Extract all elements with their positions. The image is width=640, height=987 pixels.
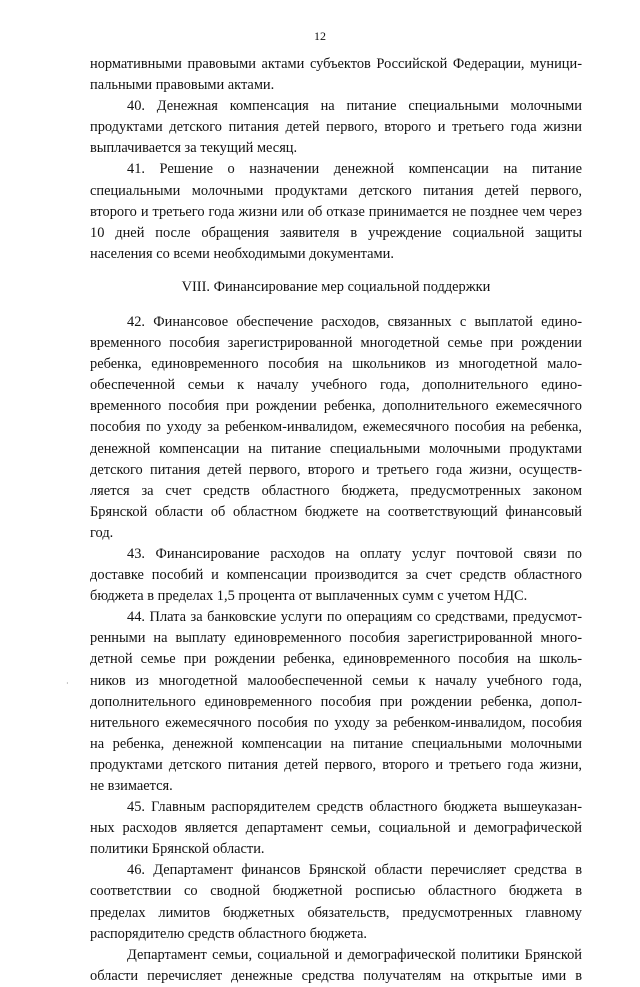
page-number: 12 <box>314 29 326 43</box>
paragraph-para-44 <box>90 607 582 797</box>
text-line: продуктами детского питания детей первого, второго и третьего года жизни, <box>90 756 582 773</box>
text-line: пальными правовыми актами. <box>90 77 275 94</box>
paragraph-para-40 <box>90 96 582 159</box>
text-line: 40. Денежная компенсация на питание специальными молочными <box>127 98 582 115</box>
text-line: дополнительного единовременного пособия при рождении ребенка, допол- <box>90 693 582 710</box>
text-line: нормативными правовыми актами субъектов Российской Федерации, муници- <box>90 56 582 72</box>
page-body <box>90 54 582 987</box>
text-line: пособия по уходу за ребенком-инвалидом, ежемесячного пособия на ребенка, <box>90 419 582 436</box>
paragraph-para-cont <box>90 54 582 96</box>
text-line: детского питания детей первого, второго и третьего года жизни, осуществ- <box>90 461 582 478</box>
paragraph-para-42 <box>90 312 582 544</box>
paragraphs-after-heading <box>90 312 582 987</box>
text-line: 41. Решение о назначении денежной компенсации на питание <box>127 161 582 178</box>
text-line: 44. Плата за банковские услуги по операциям со средствами, предусмот- <box>127 609 582 626</box>
section-heading: VIII. Финансирование мер социальной поддержки <box>181 278 491 295</box>
text-line: населения со всеми необходимыми документами. <box>90 245 394 262</box>
text-line: временного пособия при рождении ребенка, дополнительного ежемесячного <box>90 398 582 415</box>
text-line: детной семье при рождении ребенка, единовременного пособия на школь- <box>90 651 582 668</box>
text-line: год. <box>90 524 114 541</box>
text-line: бюджета в пределах 1,5 процента от выплаченных сумм с учетом НДС. <box>90 588 528 605</box>
text-line: на ребенка, денежной компенсации на питание специальными молочными <box>90 735 582 752</box>
text-line: ребенка, единовременного пособия на школьников из многодетной мало- <box>90 356 582 373</box>
text-line: выплачивается за текущий месяц. <box>90 140 298 157</box>
text-line: Брянской области об областном бюджете на соответствующий финансовый <box>90 503 582 520</box>
text-line: обеспеченной семьи к началу учебного года, дополнительного едино- <box>90 377 582 394</box>
paragraph-para-45 <box>90 797 582 860</box>
text-line: 45. Главным распорядителем средств областного бюджета вышеуказан- <box>127 799 582 816</box>
text-line: 10 дней после обращения заявителя в учреждение социальной защиты <box>90 224 582 241</box>
text-line: 46. Департамент финансов Брянской области перечисляет средства в <box>127 862 582 879</box>
text-line: распорядителю средств областного бюджета. <box>90 925 367 942</box>
text-line: нительного ежемесячного пособия по уходу за ребенком-инвалидом, пособия <box>90 714 582 731</box>
paragraph-para-43 <box>90 544 582 607</box>
text-line: ляется за счет средств областного бюджета, предусмотренных законом <box>90 482 582 499</box>
text-line: специальными молочными продуктами детского питания детей первого, <box>90 182 582 199</box>
text-line: соответствии со сводной бюджетной росписью областного бюджета в <box>90 883 582 900</box>
text-line: временного пособия зарегистрированной многодетной семье при рождении <box>90 335 582 352</box>
text-line: второго и третьего года жизни или об отказе принимается не позднее чем через <box>90 203 582 220</box>
text-line: пределах лимитов бюджетных обязательств, предусмотренных главному <box>90 904 582 921</box>
text-line: 43. Финансирование расходов на оплату услуг почтовой связи по <box>127 545 582 562</box>
text-line: продуктами детского питания детей первого, второго и третьего года жизни <box>90 119 582 136</box>
paragraph-para-47 <box>90 945 582 987</box>
paragraph-para-41 <box>90 159 582 264</box>
text-line: политики Брянской области. <box>90 841 265 858</box>
text-line: ников из многодетной малообеспеченной семьи к началу учебного года, <box>90 672 582 689</box>
paragraph-para-46 <box>90 860 582 944</box>
text-line: Департамент семьи, социальной и демографической политики Брянской <box>127 946 582 963</box>
text-line: области перечисляет денежные средства получателям на открытые ими в <box>90 967 582 984</box>
text-line: денежной компенсации на питание специальными молочными продуктами <box>90 440 582 457</box>
text-line: доставке пособий и компенсации производится за счет средств областного <box>90 567 582 584</box>
text-line: не взимается. <box>90 778 173 794</box>
text-line: 42. Финансовое обеспечение расходов, связанных с выплатой едино- <box>127 313 582 330</box>
paragraphs-before-heading <box>90 54 582 265</box>
scan-margin-mark: · <box>66 679 69 688</box>
text-line: ных расходов является департамент семьи, социальной и демографической <box>90 820 582 837</box>
text-line: ренными на выплату единовременного пособия зарегистрированной много- <box>90 630 582 647</box>
